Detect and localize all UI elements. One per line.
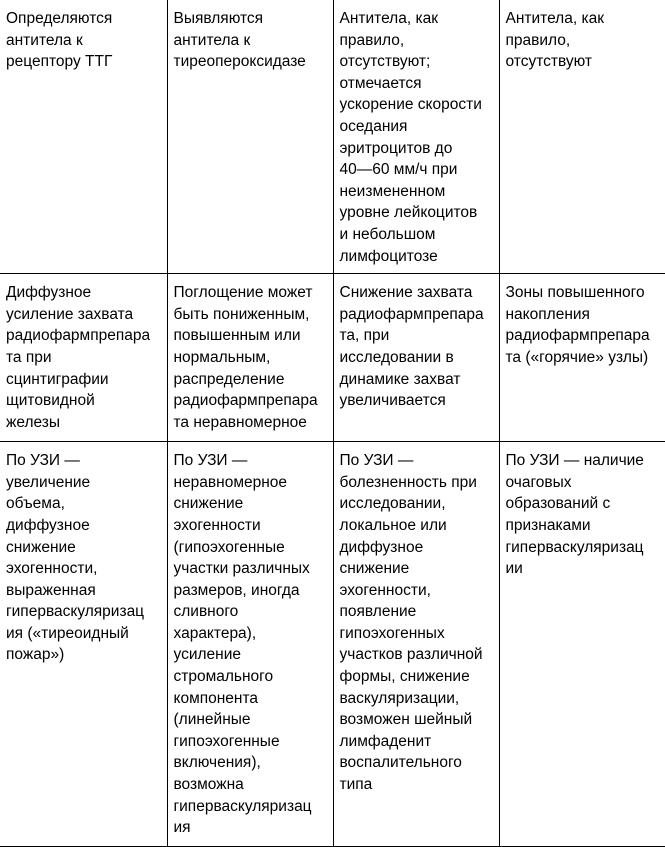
table-row-antibodies: [0, 0, 665, 274]
table-cell: Антитела, как правило, отсутствуют: [499, 0, 665, 274]
table-cell: Поглощение может быть пониженным, повышенным или нормальным, распределение радиофармпрепара та неравномерное: [167, 274, 333, 442]
table-cell: По УЗИ — болезненность при исследовании, локальное или диффузное снижение эхогенности, появление гипоэхогенных участков различной формы, снижение васкуляризации, возможен шейный лимфаденит воспалительного типа: [333, 442, 499, 847]
table-row-ultrasound: [0, 442, 665, 847]
table-cell: Диффузное усиление захвата радиофармпрепара та при сцинтиграфии щитовидной железы: [0, 274, 167, 442]
table-cell: Выявляются антитела к тиреопероксидазе: [167, 0, 333, 274]
table-cell: Снижение захвата радиофармпрепара та, при исследовании в динамике захват увеличивается: [333, 274, 499, 442]
table-cell: Определяются антитела к рецептору ТТГ: [0, 0, 167, 274]
table-cell: По УЗИ — увеличение объема, диффузное снижение эхогенности, выраженная гиперваскуляризац ия («тиреоидный пожар»): [0, 442, 167, 847]
table-cell: По УЗИ — неравномерное снижение эхогенности (гипоэхогенные участки различных размеров, иногда сливного характера), усиление стромального компонента (линейные гипоэхогенные включения), возможна гиперваскуляризац ия: [167, 442, 333, 847]
table-row-scintigraphy: [0, 274, 665, 442]
table-cell: Зоны повышенного накопления радиофармпрепара та («горячие» узлы): [499, 274, 665, 442]
table-cell: По УЗИ — наличие очаговых образований с признаками гиперваскуляризац ии: [499, 442, 665, 847]
table-cell: Антитела, как правило, отсутствуют; отмечается ускорение скорости оседания эритроцитов до 40—60 мм/ч при неизмененном уровне лейкоцитов и небольшом лимфоцитозе: [333, 0, 499, 274]
